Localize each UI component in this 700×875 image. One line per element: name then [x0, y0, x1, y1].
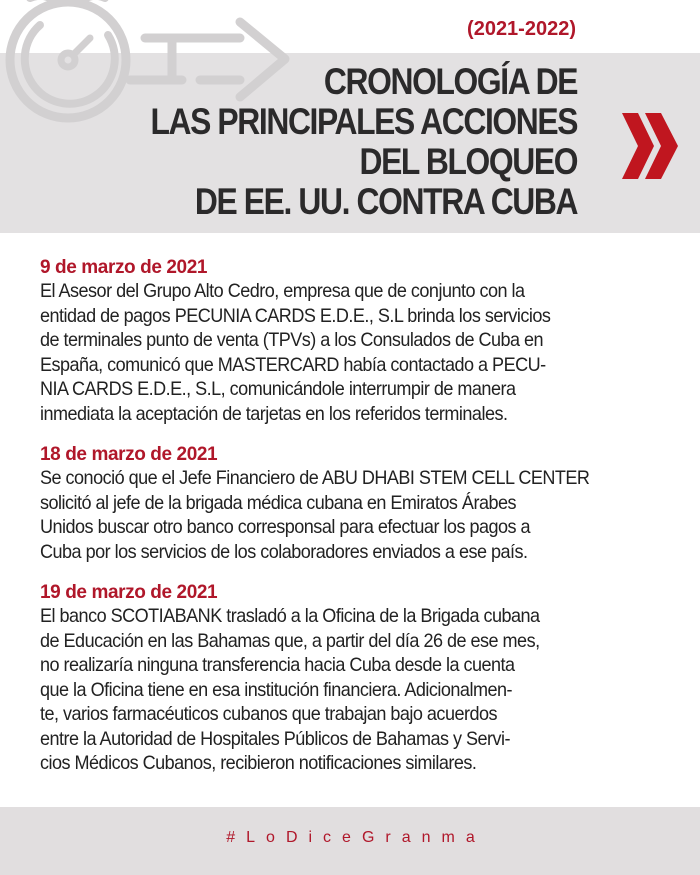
body-line: cios Médicos Cubanos, recibieron notificaciones similares. [40, 752, 477, 774]
body-line: de terminales punto de venta (TPVs) a los Consulados de Cuba en [40, 329, 544, 351]
body-line: entre la Autoridad de Hospitales Públicos de Bahamas y Servi- [40, 727, 510, 750]
body-line: El banco SCOTIABANK trasladó a la Oficina de la Brigada cubana [40, 605, 540, 627]
body-line: Se conoció que el Jefe Financiero de ABU DHABI STEM CELL CENTER [40, 467, 590, 489]
page-title [150, 62, 577, 222]
body-line: El Asesor del Grupo Alto Cedro, empresa que de conjunto con la [40, 280, 525, 302]
body-line: que la Oficina tiene en esa institución financiera. Adicionalmen- [40, 678, 512, 701]
entry-date: 19 de marzo de 2021 [40, 582, 218, 603]
body-line: solicitó al jefe de la brigada médica cubana en Emiratos Árabes [40, 491, 517, 514]
footer-band [0, 807, 700, 875]
years-range: (2021-2022) [467, 18, 576, 40]
body-line: no realizaría ninguna transferencia hacia Cuba desde la cuenta [40, 654, 515, 676]
title-line: DE EE. UU. CONTRA CUBA [194, 181, 577, 222]
title-line: CRONOLOGÍA DE [323, 61, 577, 102]
body-line: inmediata la aceptación de tarjetas en los referidos terminales. [40, 402, 508, 425]
entry-date: 9 de marzo de 2021 [40, 257, 208, 278]
body-line: Cuba por los servicios de los colaboradores enviados a ese país. [40, 540, 528, 563]
timeline-entry [40, 443, 680, 564]
body-line: NIA CARDS E.D.E., S.L, comunicándole interrumpir de manera [40, 378, 516, 400]
body-line: Unidos buscar otro banco corresponsal para efectuar los pagos a [40, 516, 531, 538]
entry-body [40, 604, 682, 776]
body-line: te, varios farmacéuticos cubanos que trabajan bajo acuerdos [40, 703, 498, 725]
body-line: de Educación en las Bahamas que, a partir del día 26 de ese mes, [40, 629, 540, 652]
timeline-entry [40, 581, 680, 776]
entry-body [40, 466, 682, 564]
hashtag: #LoDiceGranma [226, 829, 486, 846]
entry-date: 18 de marzo de 2021 [40, 444, 218, 465]
entry-body [40, 279, 682, 426]
timeline-content [40, 256, 680, 793]
title-line: LAS PRINCIPALES ACCIONES [150, 101, 577, 142]
title-line: DEL BLOQUEO [359, 141, 577, 182]
double-chevron-right-icon [618, 111, 682, 181]
body-line: España, comunicó que MASTERCARD había contactado a PECU- [40, 353, 546, 376]
timeline-entry [40, 256, 680, 426]
body-line: entidad de pagos PECUNIA CARDS E.D.E., S.L brinda los servicios [40, 304, 551, 327]
